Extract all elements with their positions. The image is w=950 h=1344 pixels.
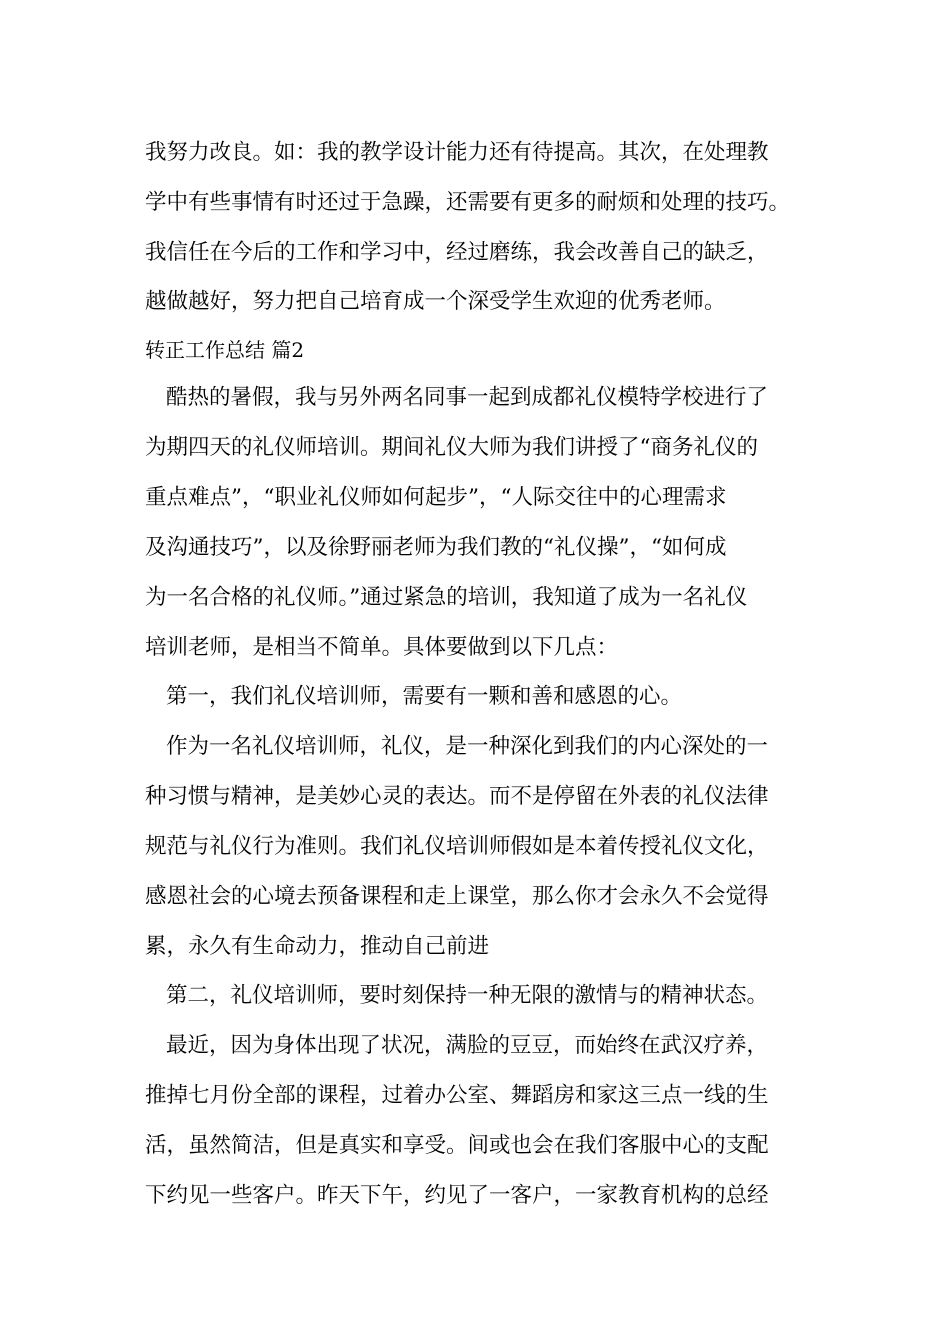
text-line: 规范与礼仪行为准则。我们礼仪培训师假如是本着传授礼仪文化， (145, 834, 769, 859)
text-line: 种习惯与精神，是美妙心灵的表达。而不是停留在外表的礼仪法律 (145, 784, 769, 809)
section-heading: 转正工作总结 篇2 (145, 338, 305, 362)
text-line: 培训老师，是相当不简单。具体要做到以下几点： (145, 635, 619, 660)
text-line: 及沟通技巧”，以及徐野丽老师为我们教的“礼仪操”，“如何成 (145, 535, 727, 560)
text-line: 我信任在今后的工作和学习中，经过磨练，我会改善自己的缺乏， (145, 240, 769, 265)
text-line: 累，永久有生命动力，推动自己前进 (145, 934, 490, 959)
text-line: 活，虽然简洁，但是真实和享受。间或也会在我们客服中心的支配 (145, 1133, 769, 1158)
text-line: 酷热的暑假，我与另外两名同事一起到成都礼仪模特学校进行了 (166, 385, 769, 410)
text-line: 推掉七月份全部的课程，过着办公室、舞蹈房和家这三点一线的生 (145, 1083, 769, 1108)
text-line: 第二，礼仪培训师，要时刻保持一种无限的激情与的精神状态。 (166, 983, 769, 1008)
text-line: 学中有些事情有时还过于急躁，还需要有更多的耐烦和处理的技巧。 (145, 190, 791, 215)
text-line: 感恩社会的心境去预备课程和走上课堂，那么你才会永久不会觉得 (145, 884, 769, 909)
text-line: 最近，因为身体出现了状况，满脸的豆豆，而始终在武汉疗养， (166, 1033, 769, 1058)
text-line: 越做越好，努力把自己培育成一个深受学生欢迎的优秀老师。 (145, 289, 726, 314)
text-line: 作为一名礼仪培训师，礼仪，是一种深化到我们的内心深处的一 (166, 734, 769, 759)
text-line: 下约见一些客户。昨天下午，约见了一客户，一家教育机构的总经 (145, 1183, 769, 1208)
text-line: 为期四天的礼仪师培训。期间礼仪大师为我们讲授了“商务礼仪的 (145, 435, 758, 460)
text-line: 重点难点”，“职业礼仪师如何起步”，“人际交往中的心理需求 (145, 485, 727, 510)
text-line: 为一名合格的礼仪师。”通过紧急的培训，我知道了成为一名礼仪 (145, 585, 748, 610)
text-line: 第一，我们礼仪培训师，需要有一颗和善和感恩的心。 (166, 684, 683, 709)
text-line: 我努力改良。如：我的教学设计能力还有待提高。其次，在处理教 (145, 140, 769, 165)
